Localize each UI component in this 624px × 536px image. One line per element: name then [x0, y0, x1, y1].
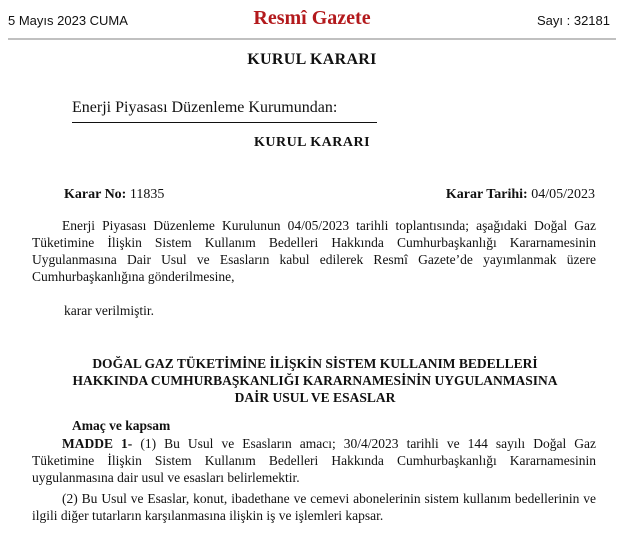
decision-number-value: 11835: [126, 187, 165, 202]
article-1-paragraph-2: [32, 490, 596, 524]
decision-number-label: Karar No:: [64, 187, 127, 202]
decision-date: [446, 187, 595, 203]
article-text: (1) Bu Usul ve Esasların amacı; 30/4/2023 tarihli ve 144 sayılı Doğal Gaz Tüketimine İlişkin Sistem Kullanım Bedelleri Hakkında Cumhurbaşkanlığı Kararnamesinin uygulanmasına dair usul ve esasları belirlemektir.: [32, 436, 596, 485]
issuing-institution: Enerji Piyasası Düzenleme Kurumundan:: [72, 99, 338, 116]
regulation-title-line: DAİR USUL VE ESASLAR: [234, 390, 396, 405]
preamble-paragraph: [32, 217, 596, 285]
section-title: KURUL KARARI: [247, 51, 377, 68]
article-text: (2) Bu Usul ve Esaslar, konut, ibadethane ve cemevi abonelerinin sistem kullanım bedellerinin ve ilgili diğer tutarların karşılanmasına ilişkin iş ve işlemleri kapsar.: [32, 491, 596, 523]
decision-number: [64, 187, 164, 203]
article-label: MADDE 1-: [62, 436, 133, 451]
decision-title: KURUL KARARI: [253, 135, 371, 150]
header-divider: [8, 38, 616, 40]
gazette-issue-number: Sayı : 32181: [537, 13, 610, 28]
regulation-title: [36, 355, 594, 406]
article-heading: Amaç ve kapsam: [72, 418, 171, 433]
verdict-text: karar verilmiştir.: [64, 303, 154, 318]
decision-date-value: 04/05/2023: [527, 187, 595, 202]
institution-underline: [72, 122, 377, 123]
regulation-title-line: HAKKINDA CUMHURBAŞKANLIĞI KARARNAMESİNİN UYGULANMASINA: [72, 373, 558, 388]
gazette-masthead: Resmî Gazete: [253, 7, 371, 29]
gazette-date: 5 Mayıs 2023 CUMA: [8, 13, 128, 28]
preamble-text: Enerji Piyasası Düzenleme Kurulunun 04/05/2023 tarihli toplantısında; aşağıdaki Doğal Gaz Tüketimine İlişkin Sistem Kullanım Bedelleri Hakkında Cumhurbaşkanlığı Kararnamesinin Uygulanmasına Dair Usul ve Esasların kabul edilerek Resmî Gazete’de yayımlanmak üzere Cumhurbaşkanlığına gönderilmesine,: [32, 218, 596, 284]
regulation-title-line: DOĞAL GAZ TÜKETİMİNE İLİŞKİN SİSTEM KULLANIM BEDELLERİ: [92, 356, 538, 371]
decision-date-label: Karar Tarihi:: [445, 187, 528, 202]
article-1-paragraph-1: [32, 435, 596, 486]
